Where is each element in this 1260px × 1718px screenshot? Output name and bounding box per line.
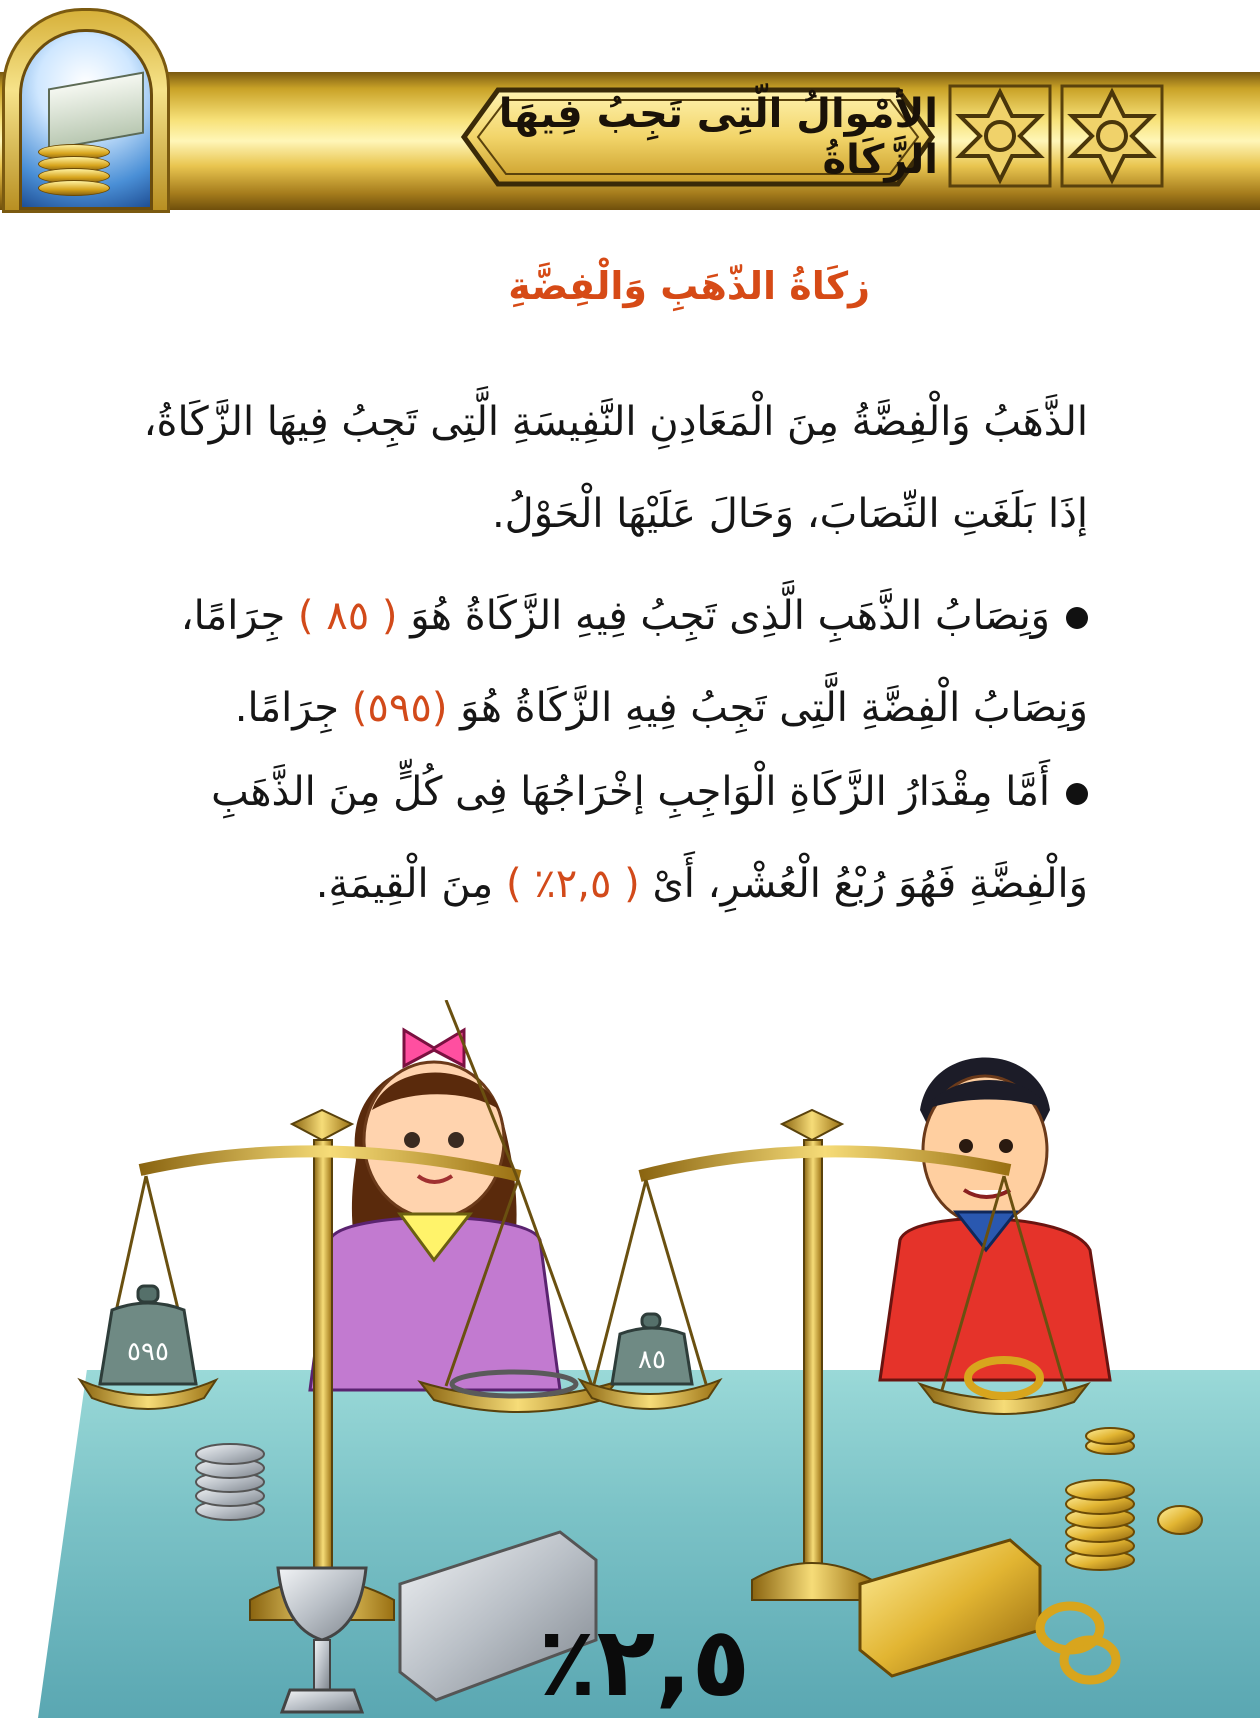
bullet-1-text-c: وَنِصَابُ الْفِضَّةِ الَّتِى تَجِبُ فِيهِ الزَّكَاةُ هُوَ: [460, 685, 1088, 731]
islamic-star-ornament-icon: [1060, 84, 1164, 188]
bullet-2-line-1: [158, 746, 1088, 838]
islamic-star-ornament-icon: [948, 84, 1052, 188]
section-heading: زكَاةُ الذّهَبِ وَالْفِضَّةِ: [508, 264, 870, 308]
gold-bar: [860, 1540, 1040, 1676]
weight-label-595: ٥٩٥: [127, 1337, 169, 1367]
header-banner: [0, 0, 1260, 215]
weight-595: [100, 1286, 196, 1384]
page-title: الأمْوالُ الّتِى تَجِبُ فِيهَا الزَّكَاةُ: [498, 91, 938, 183]
gold-coin-icon: [38, 180, 110, 196]
gold-nisab-value: ( ٨٥ ): [297, 593, 398, 639]
gold-coins-stack: [1066, 1428, 1202, 1570]
bullet-1-line-1: [158, 570, 1088, 662]
silver-coins-stack: [196, 1444, 264, 1520]
intro-line-2: إذَا بَلَغَتِ النِّصَابَ، وَحَالَ عَلَيْهَا الْحَوْلُ.: [491, 491, 1088, 537]
bullet-dot-icon: [1066, 607, 1088, 629]
bullet-gold-silver-nisab: [158, 570, 1088, 754]
intro-line-1: الذَّهَبُ وَالْفِضَّةُ مِنَ الْمَعَادِنِ النَّفِيسَةِ الَّتِى تَجِبُ فِيهَا الزَّكَاةُ،: [143, 399, 1088, 445]
girl-figure: [310, 1030, 560, 1390]
weight-85: [612, 1314, 692, 1384]
bullet-2-text-b: وَالْفِضَّةِ فَهُوَ رُبْعُ الْعُشْرِ، أَىْ: [652, 861, 1088, 907]
bullet-2-text-a: أَمَّا مِقْدَارُ الزَّكَاةِ الْوَاجِبِ إخْرَاجُهَا فِى كُلٍّ مِنَ الذَّهَبِ: [211, 769, 1050, 815]
bullet-zakat-amount: [158, 746, 1088, 930]
weight-label-85: ٨٥: [638, 1345, 666, 1375]
gold-rings: [1040, 1606, 1116, 1680]
bullet-1-text-b: جِرَامًا،: [180, 593, 286, 639]
money-arch-window: [19, 29, 153, 210]
intro-paragraph: [143, 376, 1088, 560]
silver-nisab-value: (٥٩٥): [351, 685, 448, 731]
money-arch-emblem: [2, 8, 170, 213]
bullet-1-line-2: [158, 662, 1088, 754]
zakat-rate-value: ( ٢,٥٪ ): [505, 861, 640, 907]
bullet-dot-icon: [1066, 783, 1088, 805]
banknote-stack-icon: [48, 72, 144, 151]
title-plaque: [458, 84, 938, 190]
silver-trophy-cup: [278, 1568, 366, 1712]
bullet-1-text-d: جِرَامًا.: [234, 685, 340, 731]
bullet-1-text-a: وَنِصَابُ الذَّهَبِ الَّذِى تَجِبُ فِيهِ الزَّكَاةُ هُوَ: [410, 593, 1050, 639]
zakat-rate-display: ٢,٥٪: [538, 1606, 751, 1718]
boy-figure: [880, 1058, 1110, 1381]
bullet-2-text-c: مِنَ الْقِيمَةِ.: [315, 861, 494, 907]
bullet-2-line-2: [158, 838, 1088, 930]
